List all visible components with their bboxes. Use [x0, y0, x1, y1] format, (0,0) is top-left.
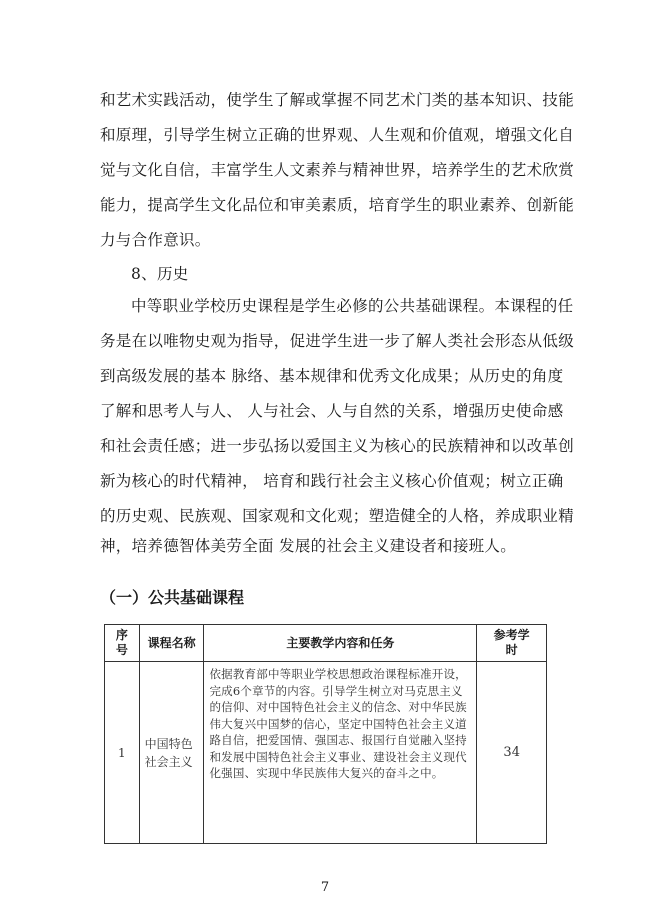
text-line: 和原理，引导学生树立正确的世界观、人生观和价值观，增强文化自	[100, 126, 575, 144]
text-line: 中等职业学校历史课程是学生必修的公共基础课程。本课程的任	[131, 297, 574, 315]
cell-hours: 34	[477, 662, 547, 844]
text-line: 力与合作意识。	[100, 231, 211, 249]
header-seq: 序号	[105, 625, 140, 662]
cell-content: 依据教育部中等职业学校思想政治课程标准开设，完成6个章节的内容。引导学生树立对马克思主义的信仰、对中国特色社会主义的信念、对中华民族伟大复兴中国梦的信心，坚定中国特色社会主义道路自信，把爱国情、强国志、报国行自觉融入坚持和发展中国特色社会主义事业、建设社会主义现代化强国、实现中华民族伟大复兴的奋斗之中。	[204, 662, 477, 844]
header-course-name: 课程名称	[139, 625, 204, 662]
table-header-row	[105, 625, 547, 662]
page-number: 7	[320, 880, 330, 895]
header-hours: 参考学时	[477, 625, 547, 662]
text-line: 务是在以唯物史观为指导，促进学生进一步了解人类社会形态从低级	[100, 332, 575, 350]
table-row	[105, 662, 547, 844]
course-table	[104, 624, 547, 844]
text-line: 了解和思考人与人、 人与社会、人与自然的关系，增强历史使命感	[100, 402, 564, 420]
text-line: 新为核心的时代精神， 培育和践行社会主义核心价值观；树立正确	[100, 472, 564, 490]
cell-course-name: 中国特色社会主义	[139, 662, 204, 844]
text-line: 觉与文化自信，丰富学生人文素养与精神世界，培养学生的艺术欣赏	[100, 161, 575, 179]
text-line: 能力，提高学生文化品位和审美素质，培育学生的职业素养、创新能	[100, 196, 575, 214]
header-content: 主要教学内容和任务	[204, 625, 477, 662]
text-line: 和社会责任感；进一步弘扬以爱国主义为核心的民族精神和以改革创	[100, 437, 575, 455]
text-line: 神，培养德智体美劳全面 发展的社会主义建设者和接班人。	[100, 537, 517, 555]
text-line: 到高级发展的基本 脉络、基本规律和优秀文化成果；从历史的角度	[100, 367, 564, 385]
cell-seq: 1	[105, 662, 140, 844]
history-heading: 8、历史	[131, 265, 189, 283]
text-line: 的历史观、民族观、国家观和文化观；塑造健全的人格，养成职业精	[100, 507, 575, 525]
section-title: （一）公共基础课程	[100, 588, 245, 607]
text-line: 和艺术实践活动，使学生了解或掌握不同艺术门类的基本知识、技能	[100, 91, 575, 109]
